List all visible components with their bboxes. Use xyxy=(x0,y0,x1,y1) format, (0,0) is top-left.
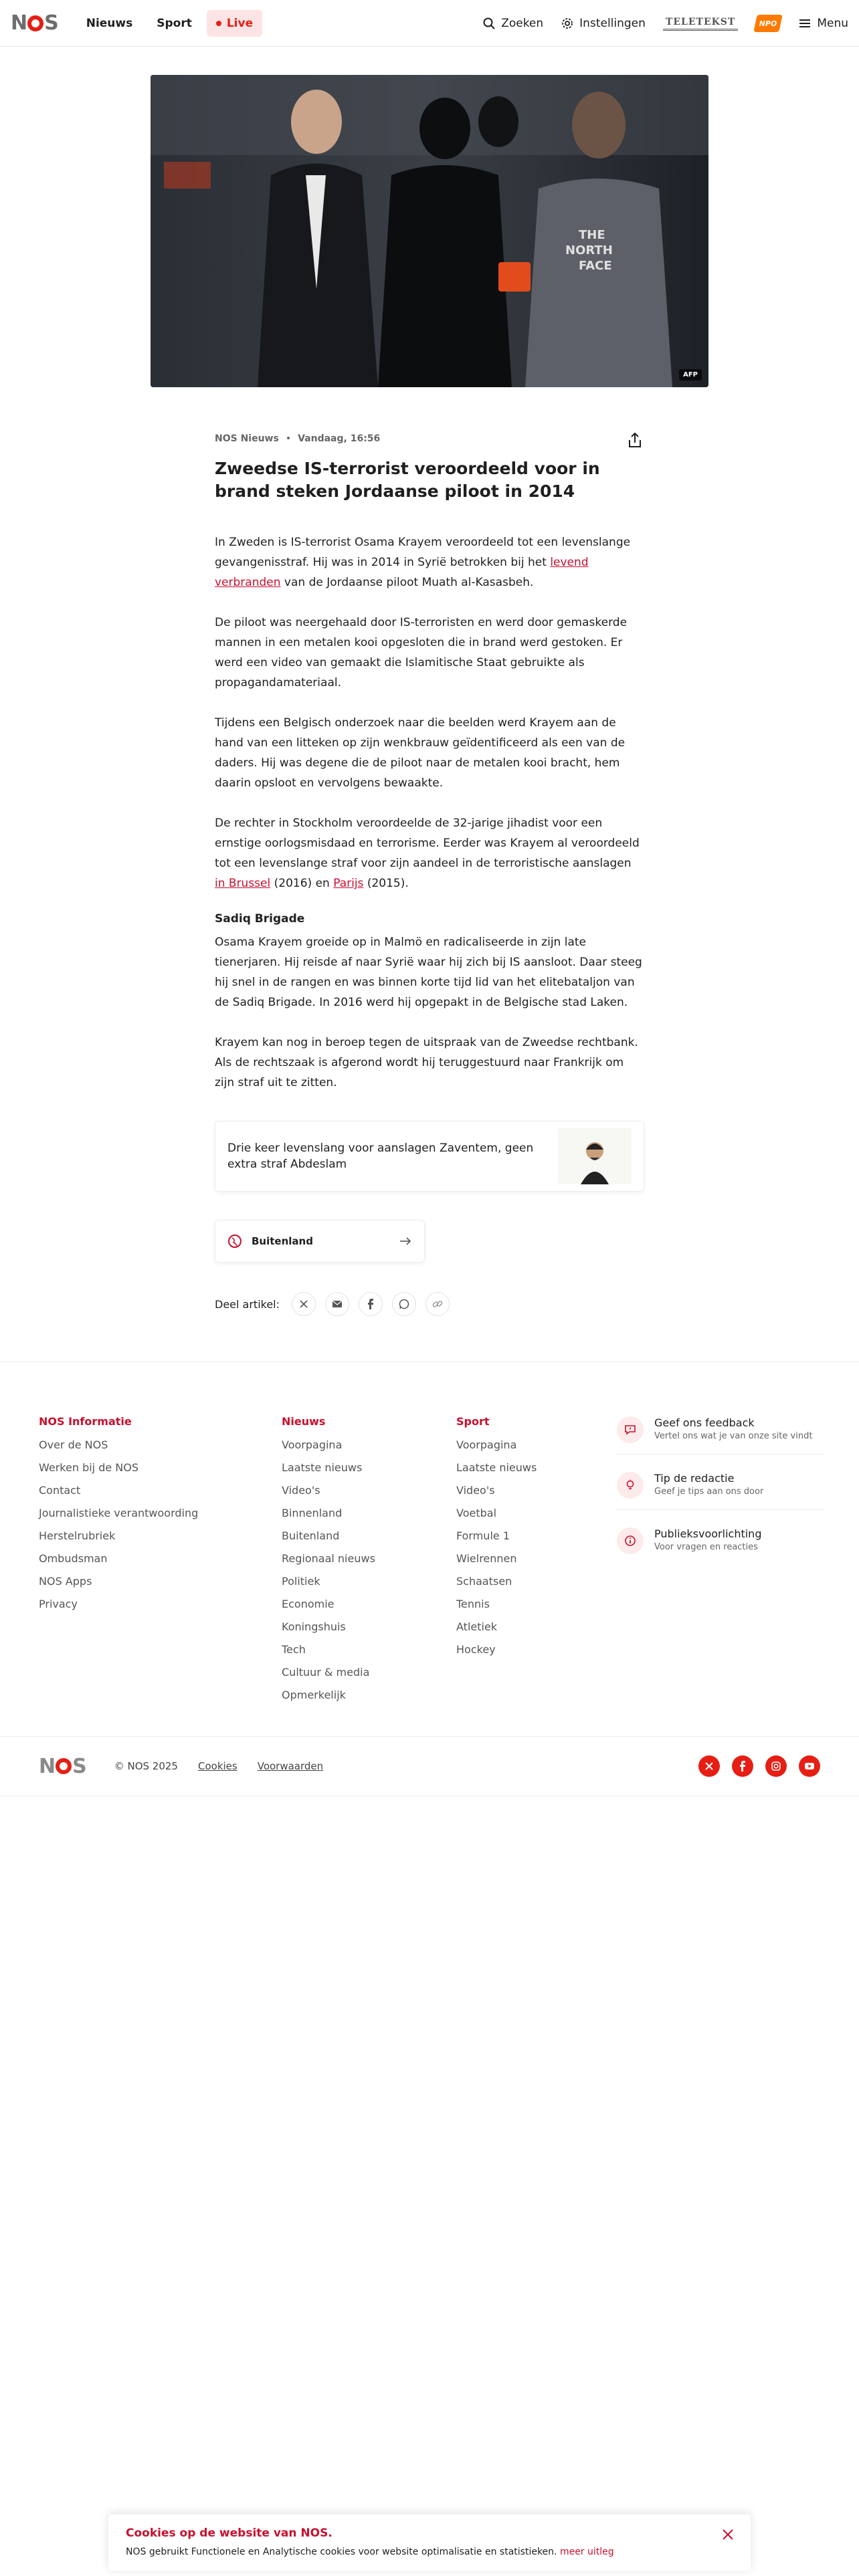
tip-text xyxy=(654,1472,763,1497)
main-nav xyxy=(77,10,262,37)
footer-legal-links xyxy=(114,1760,323,1772)
info-text xyxy=(654,1527,761,1553)
nav-nieuws[interactable]: Nieuws xyxy=(86,16,133,30)
p1-text-a: In Zweden is IS-terrorist Osama Krayem veroordeeld tot een levenslange gevangenisstraf. Hij was in 2014 in Syrië betrokken bij het xyxy=(215,536,631,569)
p4-text-c: (2015). xyxy=(363,877,409,890)
footer-link[interactable]: Economie xyxy=(282,1598,335,1610)
footer-col-title: Sport xyxy=(456,1415,490,1428)
email-icon xyxy=(332,1300,343,1308)
cookie-banner xyxy=(108,2514,751,2571)
footer-col-nieuws xyxy=(282,1415,375,1711)
article-hero-image xyxy=(151,75,708,387)
share-article-row xyxy=(215,1292,644,1316)
footer-link[interactable]: Contact xyxy=(39,1484,81,1497)
footer-link[interactable]: Wielrennen xyxy=(456,1552,517,1565)
share-whatsapp-button[interactable] xyxy=(392,1292,416,1316)
svg-text:NORTH: NORTH xyxy=(565,243,613,257)
footer-links xyxy=(282,1438,375,1711)
article-title: Zweedse IS-terrorist veroordeeld voor in brand steken Jordaanse piloot in 2014 xyxy=(215,459,600,501)
globe-icon xyxy=(227,1234,242,1249)
tip-title: Tip de redactie xyxy=(654,1472,735,1485)
tip-desc: Geef je tips aan ons door xyxy=(654,1487,764,1497)
article xyxy=(215,433,644,1316)
tag-label: Buitenland xyxy=(252,1235,313,1247)
site-header xyxy=(0,0,859,47)
header-actions xyxy=(482,15,848,32)
footer-link[interactable]: Schaatsen xyxy=(456,1575,512,1588)
footer-link[interactable]: Binnenland xyxy=(282,1507,343,1519)
close-icon xyxy=(720,2527,736,2543)
article-meta xyxy=(215,433,644,444)
footer-link[interactable]: Video's xyxy=(282,1484,320,1497)
footer-link[interactable]: Regionaal nieuws xyxy=(282,1552,375,1565)
logo-n: N xyxy=(11,11,27,35)
social-x-link[interactable] xyxy=(698,1755,720,1777)
footer-link[interactable]: Hockey xyxy=(456,1643,496,1656)
footer-link[interactable]: Voorpagina xyxy=(282,1438,343,1451)
hero-photo xyxy=(151,75,708,387)
cookie-text xyxy=(126,2547,733,2557)
footer-link[interactable]: Over de NOS xyxy=(39,1438,108,1451)
settings-label: Instellingen xyxy=(579,16,646,30)
nav-sport[interactable]: Sport xyxy=(157,16,192,30)
share-facebook-button[interactable] xyxy=(359,1292,383,1316)
logo-o-ring xyxy=(27,15,43,31)
footer-link[interactable]: Herstelrubriek xyxy=(39,1529,116,1542)
article-paragraph xyxy=(215,813,644,893)
footer-link[interactable]: Journalistieke verantwoording xyxy=(39,1507,199,1519)
social-youtube-link[interactable] xyxy=(799,1755,820,1777)
npo-link[interactable]: NPO xyxy=(754,15,783,32)
settings-button[interactable] xyxy=(561,17,646,30)
p4-text-b: (2016) en xyxy=(270,877,334,890)
hamburger-icon xyxy=(798,18,812,29)
logo-s: S xyxy=(44,11,58,35)
search-button[interactable] xyxy=(482,17,543,30)
share-x-button[interactable] xyxy=(292,1292,316,1316)
menu-label: Menu xyxy=(817,16,848,30)
footer-col-sport xyxy=(456,1415,537,1666)
info-icon xyxy=(624,1535,636,1547)
cookie-close-button[interactable] xyxy=(720,2527,736,2543)
footer-col-title: NOS Informatie xyxy=(39,1415,132,1428)
related-article-thumbnail xyxy=(558,1128,632,1184)
share-email-button[interactable] xyxy=(325,1292,349,1316)
footer-bottom-bar xyxy=(0,1736,859,1796)
feedback-title: Geef ons feedback xyxy=(654,1416,755,1429)
footer-link[interactable]: Ombudsman xyxy=(39,1552,108,1565)
social-instagram-link[interactable] xyxy=(765,1755,787,1777)
x-logo-icon xyxy=(704,1761,714,1771)
footer-link[interactable]: Laatste nieuws xyxy=(282,1461,363,1474)
tip-redactie-link[interactable] xyxy=(617,1467,824,1510)
article-paragraph: Tijdens een Belgisch onderzoek naar die beelden werd Krayem aan de hand van een litteken op zijn wenkbrauw geïdentificeerd als een van de daders. Hij was degene die de piloot naar de metalen kooi bracht, hem daarin opsloot en vervolgens bewaakte. xyxy=(215,716,626,790)
footer-link[interactable]: Opmerkelijk xyxy=(282,1689,346,1701)
feedback-text xyxy=(654,1416,812,1442)
terms-link[interactable]: Voorwaarden xyxy=(257,1760,324,1772)
svg-text:THE: THE xyxy=(579,228,605,242)
article-paragraph xyxy=(215,532,644,593)
footer-link[interactable]: Buitenland xyxy=(282,1529,340,1542)
footer-link[interactable]: Formule 1 xyxy=(456,1529,510,1542)
meta-separator: • xyxy=(285,433,292,444)
chat-bubble-icon xyxy=(624,1424,636,1436)
whatsapp-icon xyxy=(399,1299,409,1309)
menu-button[interactable] xyxy=(798,17,848,30)
share-label: Deel artikel: xyxy=(215,1297,280,1311)
footer-link[interactable]: Tennis xyxy=(456,1598,490,1610)
footer-contact-column xyxy=(617,1411,824,1577)
cookies-link[interactable]: Cookies xyxy=(197,1760,237,1772)
youtube-logo-icon xyxy=(804,1762,815,1770)
article-date: Vandaag, 16:56 xyxy=(298,433,381,444)
link-in-brussel[interactable]: in Brussel xyxy=(215,877,271,890)
footer-link[interactable]: Voetbal xyxy=(456,1507,497,1519)
feedback-link[interactable] xyxy=(617,1411,824,1455)
info-title: Publieksvoorlichting xyxy=(654,1527,762,1540)
cookie-title: Cookies op de website van NOS. xyxy=(126,2527,332,2540)
social-links xyxy=(698,1755,820,1777)
facebook-icon xyxy=(367,1299,374,1309)
copyright: © NOS 2025 xyxy=(114,1760,178,1772)
live-dot-icon xyxy=(216,21,221,26)
live-label: Live xyxy=(226,16,254,30)
share-button[interactable] xyxy=(626,431,644,449)
article-subheading: Sadiq Brigade xyxy=(215,912,305,926)
p1-text-b: van de Jordaanse piloot Muath al-Kasasbeh. xyxy=(280,576,534,589)
photo-credit: AFP xyxy=(679,369,702,381)
logo-n: N xyxy=(39,1754,56,1778)
article-paragraph: De piloot was neergehaald door IS-terroristen en werd door gemaskerde mannen in een metalen kooi opgesloten die in brand werd gestoken. Er werd een video van gemaakt die Islamitische Staat gebruikte als propagandamateriaal. xyxy=(215,616,628,689)
arrow-right-icon xyxy=(399,1237,412,1246)
teletekst-link[interactable]: TELETEKST xyxy=(663,15,738,31)
tag-card-buitenland[interactable] xyxy=(215,1220,425,1263)
svg-text:FACE: FACE xyxy=(579,259,612,273)
logo-o-ring xyxy=(56,1758,72,1774)
info-icon-wrap xyxy=(617,1527,644,1554)
nav-live[interactable] xyxy=(207,10,262,37)
feedback-desc: Vertel ons wat je van onze site vindt xyxy=(654,1431,813,1441)
share-icon xyxy=(626,431,644,449)
footer-link[interactable]: Politiek xyxy=(282,1575,320,1588)
search-label: Zoeken xyxy=(501,16,544,30)
logo-s: S xyxy=(72,1754,86,1778)
share-copy-link-button[interactable] xyxy=(425,1292,450,1316)
search-icon xyxy=(482,17,496,30)
article-paragraph: Osama Krayem groeide op in Malmö en radicaliseerde in zijn late tienerjaren. Hij reisde af naar Syrië waar hij zich bij IS aansloot. Daar steeg hij snel in de rangen en was binnen korte tijd lid van het elitebataljon van de Sadiq Brigade. In 2016 werd hij opgepakt in de Belgische stad Laken. xyxy=(215,936,642,1009)
tip-icon-wrap xyxy=(617,1472,644,1499)
footer-link[interactable]: Laatste nieuws xyxy=(456,1461,537,1474)
related-article-title: Drie keer levenslang voor aanslagen Zaventem, geen extra straf Abdeslam xyxy=(227,1142,534,1171)
footer-link[interactable]: Tech xyxy=(282,1643,306,1656)
footer-link[interactable]: Atletiek xyxy=(456,1620,498,1633)
info-desc: Voor vragen en reacties xyxy=(654,1542,758,1552)
article-paragraph: Krayem kan nog in beroep tegen de uitspraak van de Zweedse rechtbank. Als de rechtszaak is afgerond wordt hij teruggestuurd naar Frankrijk om zijn straf uit te zitten. xyxy=(215,1036,638,1089)
publieksvoorlichting-link[interactable] xyxy=(617,1522,824,1565)
nos-logo[interactable] xyxy=(11,11,58,35)
instagram-logo-icon xyxy=(771,1761,781,1772)
footer-link[interactable]: Koningshuis xyxy=(282,1620,346,1633)
cookie-body: NOS gebruikt Functionele en Analytische cookies voor website optimalisatie en statistieken. xyxy=(126,2547,560,2557)
footer-link[interactable]: Privacy xyxy=(39,1598,78,1610)
facebook-logo-icon xyxy=(739,1761,746,1772)
gear-icon xyxy=(561,17,574,30)
lightbulb-icon xyxy=(624,1479,636,1491)
link-levend-verbranden[interactable]: levend verbranden xyxy=(215,556,589,589)
footer-links xyxy=(39,1438,198,1620)
social-facebook-link[interactable] xyxy=(732,1755,753,1777)
footer-col-title: Nieuws xyxy=(282,1415,326,1428)
p4-text-a: De rechter in Stockholm veroordeelde de 32-jarige jihadist voor een ernstige oorlogsmisdaad en terrorisme. Eerder was Krayem al veroordeeld tot een levenslange straf voor zijn aandeel in de terroristische aanslagen xyxy=(215,817,640,870)
footer-nos-logo[interactable] xyxy=(39,1755,86,1778)
footer-link[interactable]: Voorpagina xyxy=(456,1438,517,1451)
footer-link[interactable]: Cultuur & media xyxy=(282,1666,370,1679)
footer-link[interactable]: Video's xyxy=(456,1484,495,1497)
footer-col-nos-informatie xyxy=(39,1415,198,1620)
x-icon xyxy=(299,1299,308,1309)
feedback-icon-wrap xyxy=(617,1416,644,1443)
link-parijs[interactable]: Parijs xyxy=(333,877,364,890)
related-article-card[interactable] xyxy=(215,1121,644,1192)
cookie-more-info-link[interactable]: meer uitleg xyxy=(559,2547,614,2557)
link-icon xyxy=(432,1299,443,1309)
article-source: NOS Nieuws xyxy=(215,433,279,444)
cartoon-illustration xyxy=(558,1128,632,1184)
footer-link[interactable]: Werken bij de NOS xyxy=(39,1461,139,1474)
footer-link[interactable]: NOS Apps xyxy=(39,1575,92,1588)
footer-links xyxy=(456,1438,537,1666)
